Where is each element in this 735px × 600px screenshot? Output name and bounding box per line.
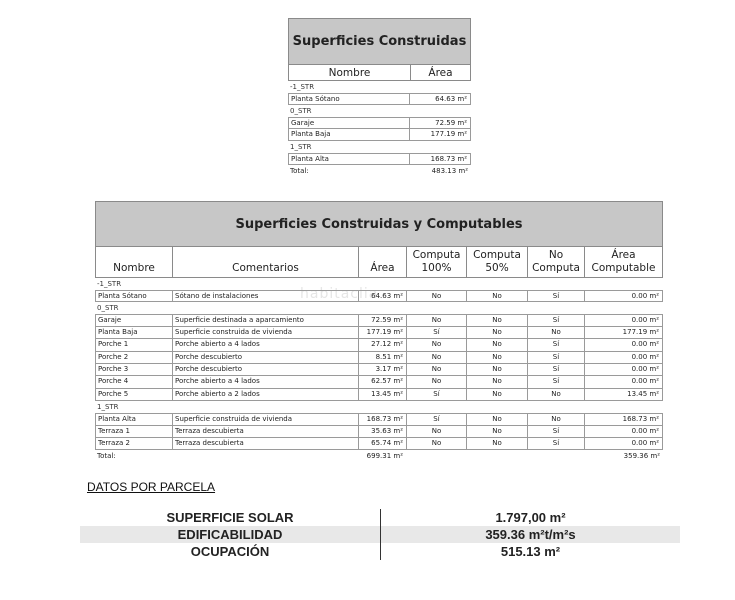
cell-area-computable: 13.45 m² <box>627 389 659 398</box>
datos-row <box>80 509 680 526</box>
cell-computa-50: No <box>467 376 528 387</box>
cell-no-computa: Sí <box>528 315 585 325</box>
cell-area: 177.19 m² <box>359 327 407 338</box>
cell-area: 177.19 m² <box>430 130 467 138</box>
cell-area-computable: 0.00 m² <box>631 426 659 435</box>
watermark: habitaclia <box>300 286 379 302</box>
header-nombre: Nombre <box>96 247 173 277</box>
cell-no-computa: Sí <box>528 364 585 375</box>
cell-comentario: Terraza descubierta <box>173 438 359 449</box>
datos-value: 1.797,00 m² <box>495 510 566 525</box>
table-row <box>95 376 663 388</box>
table-row <box>95 438 663 450</box>
cell-area-computable: 0.00 m² <box>631 377 659 386</box>
cell-nombre: Porche 5 <box>96 389 173 400</box>
group-label: 1_STR <box>290 143 312 151</box>
header-computa-100: Computa 100% <box>407 247 467 277</box>
datos-title: DATOS POR PARCELA <box>87 480 216 494</box>
cell-computa-50: No <box>467 352 528 363</box>
cell-comentario: Superficie construida de vivienda <box>173 414 359 424</box>
cell-area: 168.73 m² <box>359 414 407 424</box>
cell-computa-100: No <box>407 364 467 375</box>
table-row <box>288 129 471 141</box>
header-nombre: Nombre <box>289 65 411 80</box>
cell-no-computa: Sí <box>528 438 585 449</box>
cell-area: 65.74 m² <box>359 438 407 449</box>
datos-label: EDIFICABILIDAD <box>177 527 283 542</box>
cell-area: 35.63 m² <box>359 426 407 437</box>
cell-nombre: Planta Alta <box>96 414 173 424</box>
datos-value: 515.13 m² <box>500 544 561 559</box>
total-label: Total: <box>290 167 309 175</box>
cell-no-computa: No <box>528 327 585 338</box>
cell-comentario: Porche abierto a 2 lados <box>173 389 359 400</box>
cell-area-computable: 0.00 m² <box>631 438 659 447</box>
cell-area-computable: 177.19 m² <box>622 327 659 336</box>
cell-area: 27.12 m² <box>359 339 407 350</box>
cell-no-computa: Sí <box>528 376 585 387</box>
total-area: 483.13 m² <box>431 167 468 175</box>
cell-nombre: Terraza 2 <box>96 438 173 449</box>
cell-nombre: Planta Sótano <box>96 291 173 301</box>
cell-area: 62.57 m² <box>359 376 407 387</box>
table-row <box>95 352 663 364</box>
table-row <box>95 413 663 425</box>
cell-no-computa: Sí <box>528 291 585 301</box>
cell-nombre: Garaje <box>96 315 173 325</box>
cell-computa-100: No <box>407 352 467 363</box>
cell-computa-100: No <box>407 291 467 301</box>
cell-nombre: Planta Alta <box>289 154 410 164</box>
cell-area: 64.63 m² <box>359 291 407 301</box>
cell-computa-50: No <box>467 389 528 400</box>
table-body <box>95 278 663 450</box>
cell-nombre: Porche 1 <box>96 339 173 350</box>
cell-area: 13.45 m² <box>359 389 407 400</box>
cell-area-computable: 0.00 m² <box>631 352 659 361</box>
cell-area-computable: 168.73 m² <box>622 415 659 424</box>
table-row <box>95 339 663 351</box>
total-label: Total: <box>97 452 116 461</box>
table-row <box>288 153 471 165</box>
group-label: 0_STR <box>97 304 119 313</box>
cell-no-computa: No <box>528 389 585 400</box>
cell-no-computa: Sí <box>528 352 585 363</box>
cell-area: 64.63 m² <box>435 95 467 103</box>
table-row <box>95 426 663 438</box>
cell-comentario: Porche descubierto <box>173 352 359 363</box>
cell-nombre: Porche 4 <box>96 376 173 387</box>
header-area-computable: Área Computable <box>591 249 656 274</box>
table-title: Superficies Construidas y Computables <box>95 201 663 247</box>
cell-computa-100: No <box>407 315 467 325</box>
cell-comentario: Superficie construida de vivienda <box>173 327 359 338</box>
total-spacer <box>172 450 358 462</box>
table-title: Superficies Construidas <box>288 18 471 65</box>
cell-comentario: Superficie destinada a aparcamiento <box>173 315 359 325</box>
cell-nombre: Garaje <box>289 118 410 128</box>
cell-area-computable: 0.00 m² <box>631 340 659 349</box>
table-total <box>288 165 471 177</box>
datos-label: OCUPACIÓN <box>190 544 270 559</box>
cell-nombre: Porche 2 <box>96 352 173 363</box>
header-comentarios: Comentarios <box>173 247 359 277</box>
cell-nombre: Planta Baja <box>96 327 173 338</box>
total-spacer <box>406 450 466 462</box>
cell-comentario: Sótano de instalaciones <box>173 291 359 301</box>
table-row <box>95 389 663 401</box>
cell-computa-50: No <box>467 327 528 338</box>
table-header <box>288 65 471 81</box>
cell-computa-50: No <box>467 364 528 375</box>
cell-computa-100: Sí <box>407 327 467 338</box>
cell-computa-50: No <box>467 426 528 437</box>
datos-value: 359.36 m²t/m²s <box>485 527 576 542</box>
cell-area-computable: 0.00 m² <box>631 364 659 373</box>
cell-area: 72.59 m² <box>435 119 467 127</box>
cell-area-computable: 0.00 m² <box>631 292 659 300</box>
cell-area: 8.51 m² <box>359 352 407 363</box>
group-label: 0_STR <box>290 107 312 115</box>
table-row <box>95 314 663 326</box>
cell-no-computa: No <box>528 414 585 424</box>
group-label: -1_STR <box>97 280 122 288</box>
cell-computa-100: No <box>407 438 467 449</box>
cell-comentario: Terraza descubierta <box>173 426 359 437</box>
cell-computa-100: No <box>407 339 467 350</box>
cell-nombre: Porche 3 <box>96 364 173 375</box>
cell-area-computable: 0.00 m² <box>631 316 659 325</box>
cell-comentario: Porche abierto a 4 lados <box>173 339 359 350</box>
header-no-computa: No Computa <box>528 247 585 277</box>
total-area-computable: 359.36 m² <box>623 452 660 461</box>
cell-nombre: Planta Sótano <box>289 94 410 104</box>
cell-computa-100: No <box>407 376 467 387</box>
superficies-computables-table <box>95 201 663 462</box>
datos-row <box>80 543 680 560</box>
cell-computa-100: Sí <box>407 414 467 424</box>
cell-area: 72.59 m² <box>359 315 407 325</box>
table-header <box>95 247 663 278</box>
table-total <box>95 450 663 462</box>
cell-nombre: Planta Baja <box>289 129 410 140</box>
cell-nombre: Terraza 1 <box>96 426 173 437</box>
total-spacer <box>466 450 527 462</box>
datos-label: SUPERFICIE SOLAR <box>166 510 294 525</box>
total-area: 699.31 m² <box>366 452 403 461</box>
cell-comentario: Porche descubierto <box>173 364 359 375</box>
table-row <box>95 327 663 339</box>
datos-row <box>80 526 680 543</box>
table-row <box>288 93 471 105</box>
table-row <box>288 117 471 129</box>
table-body <box>288 81 471 165</box>
cell-computa-50: No <box>467 414 528 424</box>
total-spacer <box>527 450 584 462</box>
header-computa-50: Computa 50% <box>467 247 528 277</box>
cell-comentario: Porche abierto a 4 lados <box>173 376 359 387</box>
cell-computa-50: No <box>467 315 528 325</box>
header-area: Área <box>359 247 407 277</box>
cell-no-computa: Sí <box>528 339 585 350</box>
group-label: 1_STR <box>97 403 119 412</box>
cell-computa-100: Sí <box>407 389 467 400</box>
cell-computa-50: No <box>467 291 528 301</box>
group-label: -1_STR <box>290 83 315 91</box>
datos-parcela-table <box>80 509 680 560</box>
cell-area: 168.73 m² <box>430 155 467 163</box>
superficies-construidas-table <box>288 18 471 177</box>
cell-computa-50: No <box>467 339 528 350</box>
cell-computa-50: No <box>467 438 528 449</box>
table-row <box>95 290 663 302</box>
cell-computa-100: No <box>407 426 467 437</box>
cell-no-computa: Sí <box>528 426 585 437</box>
header-area: Área <box>428 66 453 79</box>
cell-area: 3.17 m² <box>359 364 407 375</box>
table-row <box>95 364 663 376</box>
